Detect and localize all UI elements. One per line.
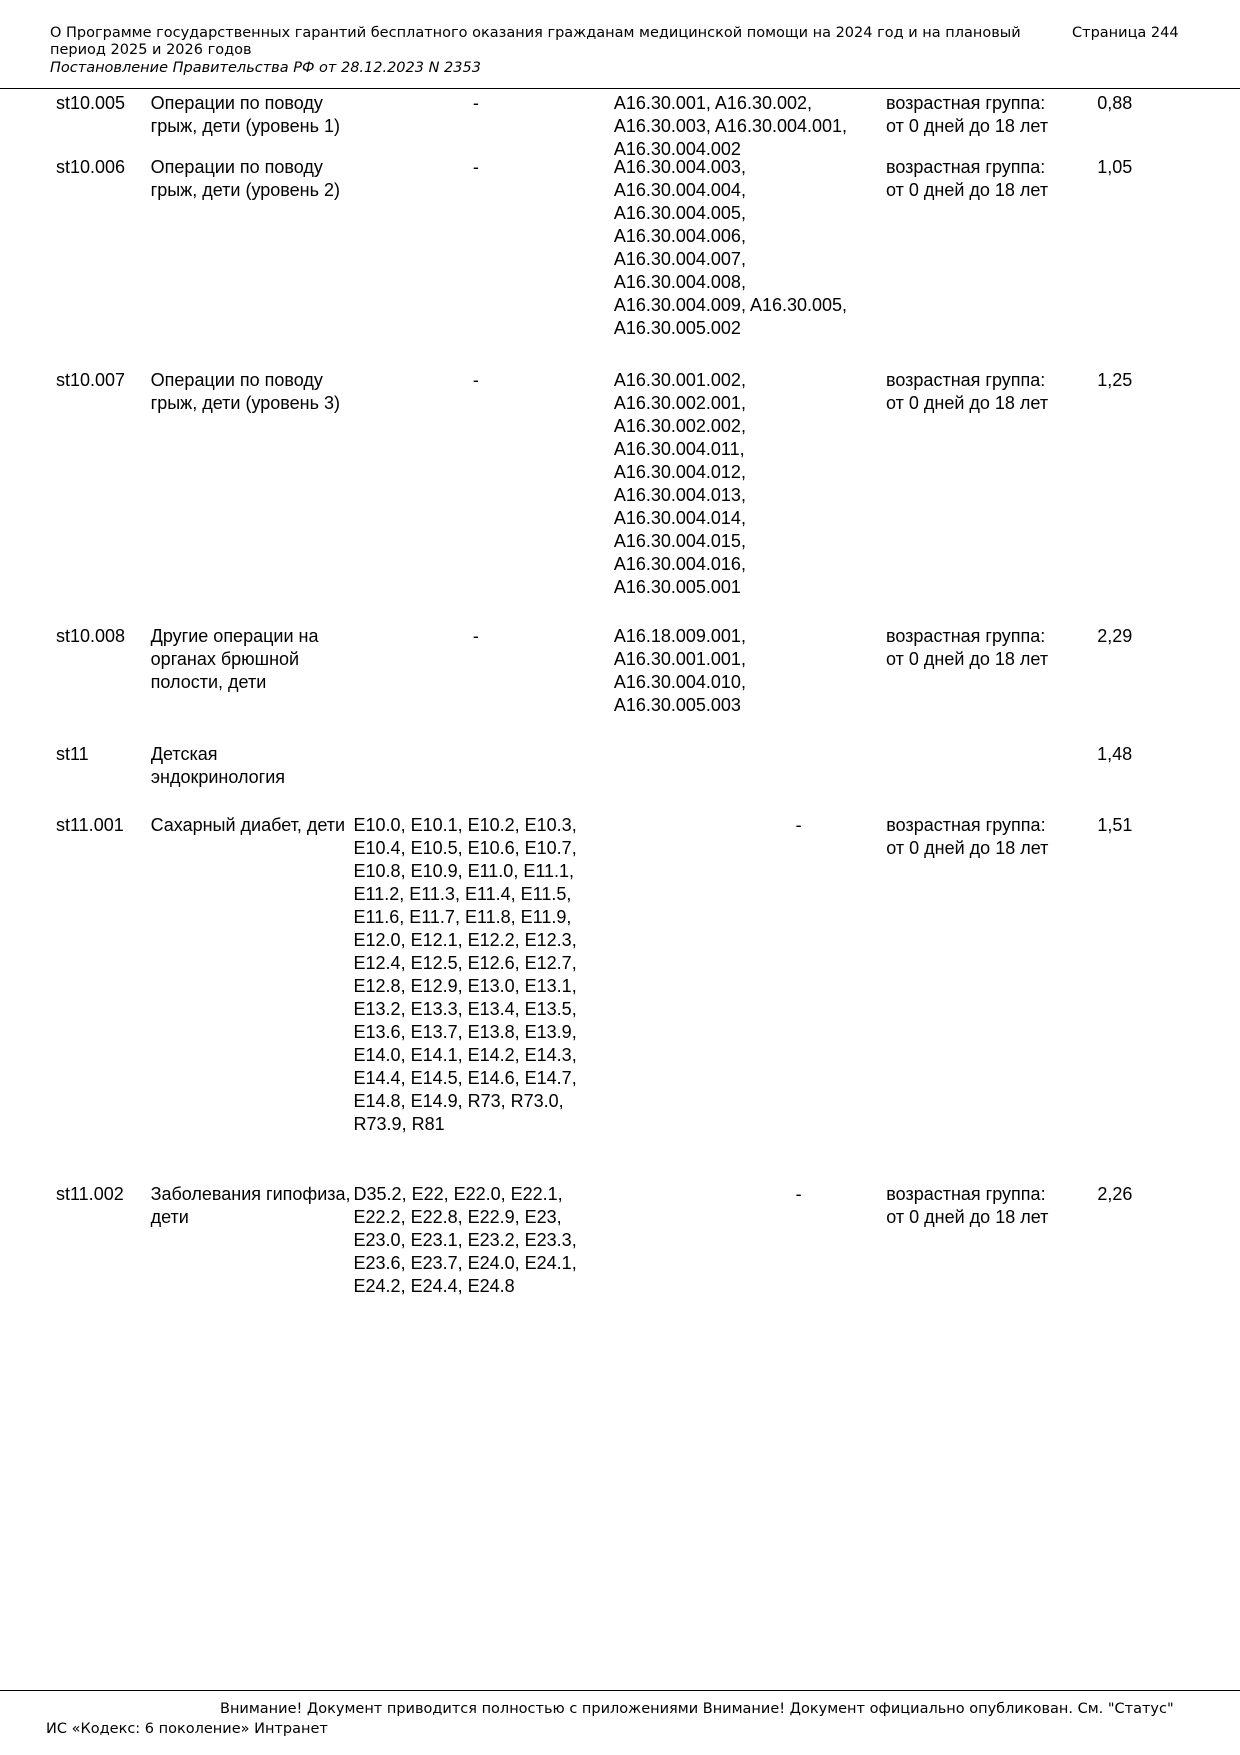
row-code: st10.008 bbox=[56, 626, 126, 646]
row-diagnosis: E10.0, E10.1, E10.2, E10.3, E10.4, E10.5, E10.6, E10.7, E10.8, E10.9, E11.0, E11.1, E11.2, E11.3, E11.4, E11.5, E11.6, E11.7, E11.8, E11.9, E12.0, E12.1, E12.2, E12.3, E12.4, E12.5, E12.6, E12.7, E12.8, E12.9, E13.0, E13.1, E13.2, E13.3, E13.4, E13.5, E13.6, E13.7, E13.8, E13.9, E14.0, E14.1, E14.2, E14.3, E14.4, E14.5, E14.6, E14.7, E14.8, E14.9, R73, R73.0, R73.9, R81 bbox=[353, 815, 577, 1134]
row-services: A16.30.001, A16.30.002, A16.30.003, A16.30.004.001, A16.30.004.002 bbox=[613, 93, 848, 159]
row-name: Операции по поводу грыж, дети (уровень 1) bbox=[150, 93, 340, 136]
footer-notice: Внимание! Документ приводится полностью с приложениями Внимание! Документ официально опубликован. См. "Статус" bbox=[220, 1701, 1174, 1717]
row-name: Детская эндокринология bbox=[150, 744, 286, 787]
tariff-table bbox=[56, 92, 1186, 1313]
header-divider bbox=[0, 88, 1240, 89]
page-number: Страница 244 bbox=[1072, 25, 1179, 41]
row-criteria: возрастная группа: от 0 дней до 18 лет bbox=[886, 157, 1049, 200]
row-criteria bbox=[886, 743, 1084, 814]
row-services bbox=[613, 743, 886, 814]
row-code: st10.007 bbox=[56, 370, 126, 390]
row-coefficient: 1,51 bbox=[1097, 815, 1133, 835]
row-criteria: возрастная группа: от 0 дней до 18 лет bbox=[886, 1184, 1049, 1227]
row-services: A16.18.009.001, A16.30.001.001, A16.30.004.010, A16.30.005.003 bbox=[613, 626, 746, 715]
row-diagnosis: D35.2, E22, E22.0, E22.1, E22.2, E22.8, E22.9, E23, E23.0, E23.1, E23.2, E23.3, E23.6, E23.7, E24.0, E24.1, E24.2, E24.4, E24.8 bbox=[353, 1184, 577, 1296]
footer-divider bbox=[0, 1690, 1240, 1691]
document-title: О Программе государственных гарантий бесплатного оказания гражданам медицинской помощи на 2024 год и на плановый период 2025 и 2026 годов bbox=[50, 25, 1021, 58]
table-row bbox=[56, 156, 1186, 369]
row-services: A16.30.004.003, A16.30.004.004, A16.30.004.005, A16.30.004.006, A16.30.004.007, A16.30.004.008, A16.30.004.009, A16.30.005, A16.30.005.002 bbox=[613, 157, 848, 338]
row-coefficient: 1,05 bbox=[1097, 157, 1133, 177]
table-row bbox=[56, 1183, 1186, 1313]
row-services: - bbox=[795, 815, 802, 835]
footer-source: ИС «Кодекс: 6 поколение» Интранет bbox=[46, 1721, 328, 1737]
table-row bbox=[56, 625, 1186, 743]
row-coefficient: 2,26 bbox=[1097, 1184, 1133, 1204]
row-services: A16.30.001.002, A16.30.002.001, A16.30.002.002, A16.30.004.011, A16.30.004.012, A16.30.004.013, A16.30.004.014, A16.30.004.015, A16.30.004.016, A16.30.005.001 bbox=[613, 370, 746, 597]
row-name: Операции по поводу грыж, дети (уровень 3) bbox=[150, 370, 340, 413]
row-coefficient: 1,48 bbox=[1097, 744, 1133, 764]
row-diagnosis: - bbox=[472, 626, 479, 646]
row-code: st10.005 bbox=[56, 93, 126, 113]
row-diagnosis bbox=[354, 743, 613, 814]
table-row bbox=[56, 743, 1186, 814]
row-name: Операции по поводу грыж, дети (уровень 2) bbox=[150, 157, 340, 200]
row-criteria: возрастная группа: от 0 дней до 18 лет bbox=[886, 370, 1049, 413]
row-diagnosis: - bbox=[472, 157, 479, 177]
table-row bbox=[56, 369, 1186, 625]
row-diagnosis: - bbox=[472, 93, 479, 113]
row-code: st11 bbox=[56, 744, 89, 764]
row-code: st11.002 bbox=[56, 1184, 124, 1204]
row-criteria: возрастная группа: от 0 дней до 18 лет bbox=[886, 815, 1049, 858]
row-diagnosis: - bbox=[472, 370, 479, 390]
document-subtitle: Постановление Правительства РФ от 28.12.2023 N 2353 bbox=[50, 60, 481, 76]
row-services: - bbox=[795, 1184, 802, 1204]
row-criteria: возрастная группа: от 0 дней до 18 лет bbox=[886, 626, 1049, 669]
row-criteria: возрастная группа: от 0 дней до 18 лет bbox=[886, 93, 1049, 136]
row-name: Заболевания гипофиза, дети bbox=[150, 1184, 351, 1227]
row-code: st11.001 bbox=[56, 815, 124, 835]
row-code: st10.006 bbox=[56, 157, 126, 177]
row-name: Другие операции на органах брюшной полости, дети bbox=[150, 626, 319, 692]
row-coefficient: 2,29 bbox=[1097, 626, 1133, 646]
row-coefficient: 0,88 bbox=[1097, 93, 1133, 113]
table-row bbox=[56, 814, 1186, 1183]
row-name: Сахарный диабет, дети bbox=[150, 815, 346, 835]
table-row bbox=[56, 92, 1186, 159]
row-coefficient: 1,25 bbox=[1097, 370, 1133, 390]
